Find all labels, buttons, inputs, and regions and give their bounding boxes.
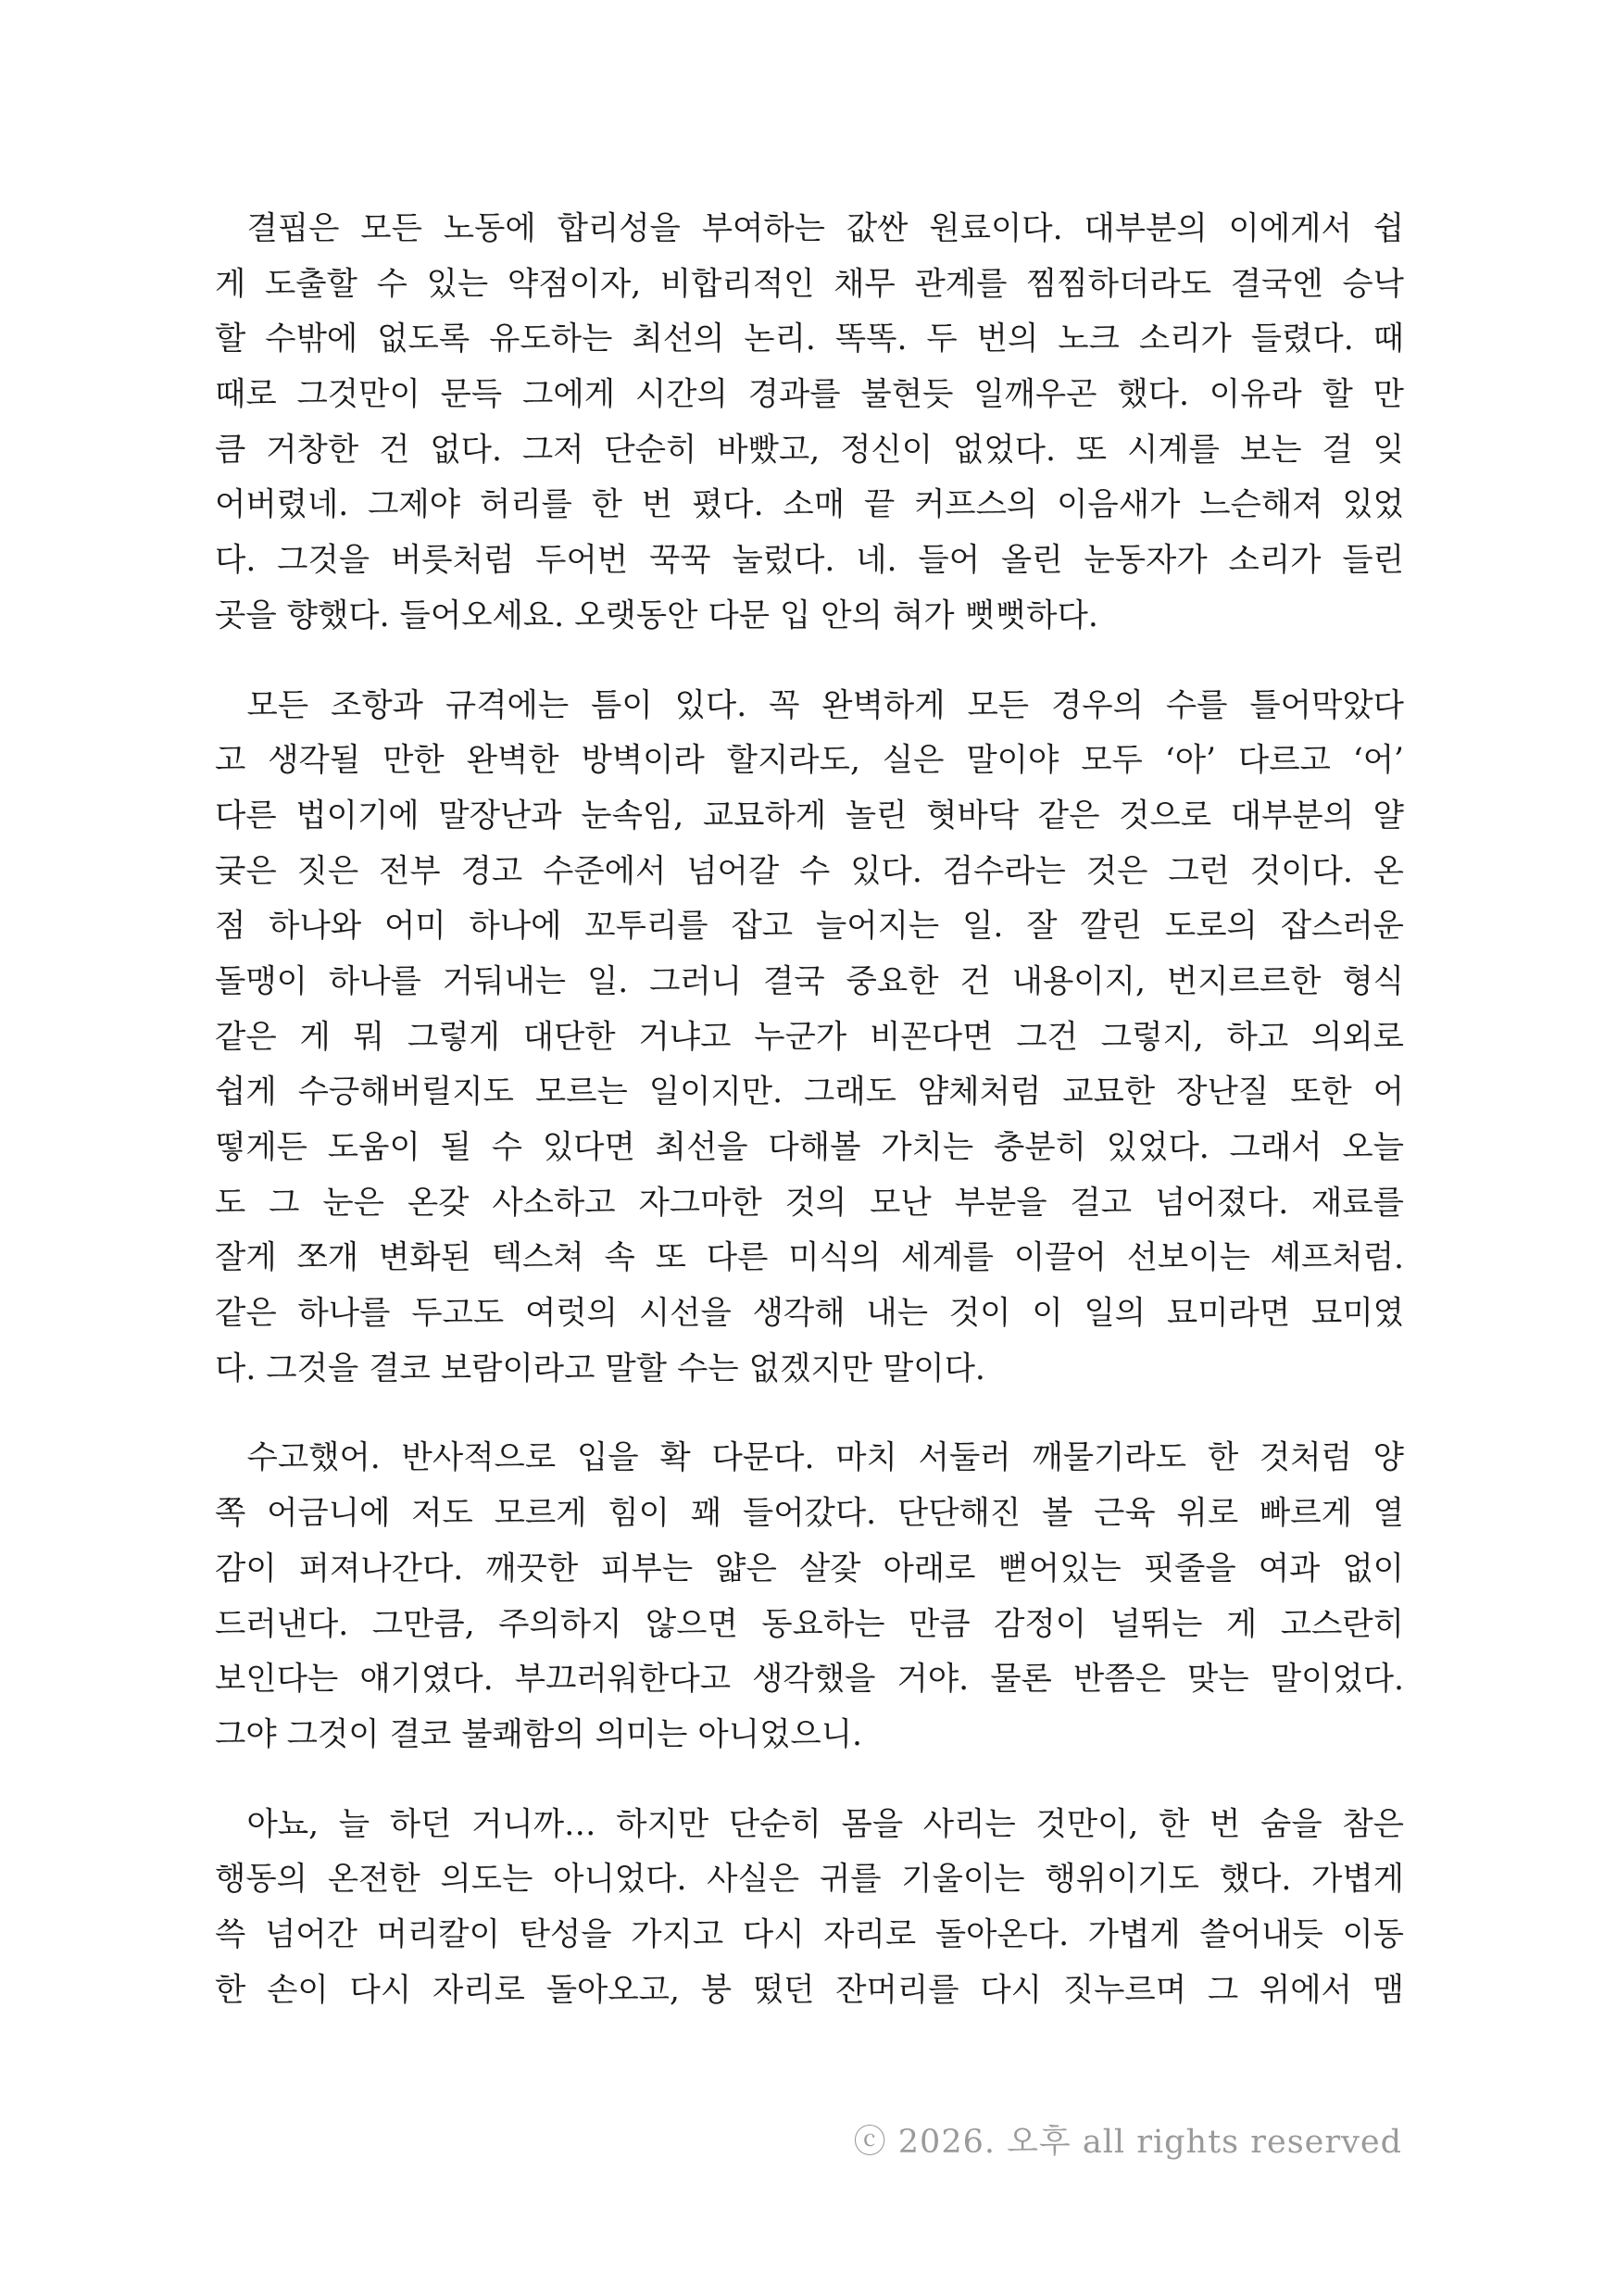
text-line: 아뇨, 늘 하던 거니까… 하지만 단순히 몸을 사리는 것만이, 한 번 숨을 참은: [246, 1805, 1404, 1843]
text-line: 쓱 넘어간 머리칼이 탄성을 가지고 다시 자리로 돌아온다. 가볍게 쓸어내듯 이동: [215, 1915, 1404, 1953]
copyright-notice: ⓒ 2026. 오후 all rights reserved: [853, 2124, 1402, 2161]
text-line: 같은 게 뭐 그렇게 대단한 거냐고 누군가 비꼰다면 그건 그렇지, 하고 의외로: [215, 1018, 1404, 1056]
text-line: 드러낸다. 그만큼, 주의하지 않으면 동요하는 만큼 감정이 널뛰는 게 고스란히: [215, 1605, 1404, 1643]
text-line: 결핍은 모든 노동에 합리성을 부여하는 값싼 원료이다. 대부분의 이에게서 쉽: [246, 210, 1404, 247]
text-line: 쉽게 수긍해버릴지도 모르는 일이지만. 그래도 얌체처럼 교묘한 장난질 또한 어: [215, 1073, 1404, 1111]
text-line: 궂은 짓은 전부 경고 수준에서 넘어갈 수 있다. 검수라는 것은 그런 것이다. 온: [215, 852, 1404, 890]
text-line: 다. 그것을 결코 보람이라고 말할 수는 없겠지만 말이다.: [215, 1349, 985, 1387]
text-line: 떻게든 도움이 될 수 있다면 최선을 다해볼 가치는 충분히 있었다. 그래서 오늘: [215, 1129, 1404, 1166]
text-line: 쪽 어금니에 저도 모르게 힘이 꽤 들어갔다. 단단해진 볼 근육 위로 빠르게 열: [215, 1495, 1404, 1533]
text-line: 할 수밖에 없도록 유도하는 최선의 논리. 똑똑. 두 번의 노크 소리가 들렸다. 때: [215, 320, 1404, 358]
text-line: 다. 그것을 버릇처럼 두어번 꾹꾹 눌렀다. 네. 들어 올린 눈동자가 소리가 들린: [215, 542, 1404, 580]
text-line: 한 손이 다시 자리로 돌아오고, 붕 떴던 잔머리를 다시 짓누르며 그 위에서 맴: [215, 1971, 1404, 2009]
text-line: 행동의 온전한 의도는 아니었다. 사실은 귀를 기울이는 행위이기도 했다. 가볍게: [215, 1861, 1404, 1899]
text-line: 큼 거창한 건 없다. 그저 단순히 바빴고, 정신이 없었다. 또 시계를 보는 걸 잊: [215, 431, 1404, 469]
paragraph-3: [215, 1431, 1404, 1763]
paragraph-1: [215, 202, 1404, 645]
text-line: 감이 퍼져나간다. 깨끗한 피부는 얇은 살갗 아래로 뻗어있는 핏줄을 여과 없이: [215, 1549, 1405, 1587]
text-line: 수고했어. 반사적으로 입을 확 다문다. 마치 서둘러 깨물기라도 한 것처럼 양: [246, 1439, 1404, 1477]
text-line: 잘게 쪼개 변화된 텍스쳐 속 또 다른 미식의 세계를 이끌어 선보이는 셰프처럼.: [215, 1239, 1404, 1277]
text-line: 같은 하나를 두고도 여럿의 시선을 생각해 내는 것이 이 일의 묘미라면 묘미였: [215, 1295, 1404, 1333]
text-line: 게 도출할 수 있는 약점이자, 비합리적인 채무 관계를 찜찜하더라도 결국엔 승낙: [215, 265, 1404, 303]
text-line: 곳을 향했다. 들어오세요. 오랫동안 다문 입 안의 혀가 뻣뻣하다.: [215, 596, 1098, 634]
text-line: 어버렸네. 그제야 허리를 한 번 폈다. 소매 끝 커프스의 이음새가 느슨해져 있었: [215, 486, 1404, 524]
paragraph-4: [215, 1798, 1404, 2019]
text-line: 보인다는 얘기였다. 부끄러워한다고 생각했을 거야. 물론 반쯤은 맞는 말이었다.: [215, 1661, 1404, 1699]
text-line: 그야 그것이 결코 불쾌함의 의미는 아니었으니.: [215, 1715, 863, 1753]
text-line: 고 생각될 만한 완벽한 방벽이라 할지라도, 실은 말이야 모두 ‘아’ 다르고 ‘어’: [215, 742, 1404, 780]
text-line: 모든 조항과 규격에는 틈이 있다. 꼭 완벽하게 모든 경우의 수를 틀어막았다: [246, 686, 1404, 724]
text-line: 도 그 눈은 온갖 사소하고 자그마한 것의 모난 부분을 걸고 넘어졌다. 재료를: [215, 1184, 1404, 1222]
text-line: 돌맹이 하나를 거둬내는 일. 그러니 결국 중요한 건 내용이지, 번지르르한 형식: [215, 962, 1404, 1000]
paragraph-2: [215, 679, 1404, 1398]
text-line: 다른 법이기에 말장난과 눈속임, 교묘하게 놀린 혓바닥 같은 것으로 대부분의 얄: [215, 797, 1404, 834]
text-line: 점 하나와 어미 하나에 꼬투리를 잡고 늘어지는 일. 잘 깔린 도로의 잡스러운: [215, 908, 1404, 946]
body-text: [215, 202, 1404, 2052]
text-line: 때로 그것만이 문득 그에게 시간의 경과를 불현듯 일깨우곤 했다. 이유라 할 만: [215, 376, 1404, 414]
